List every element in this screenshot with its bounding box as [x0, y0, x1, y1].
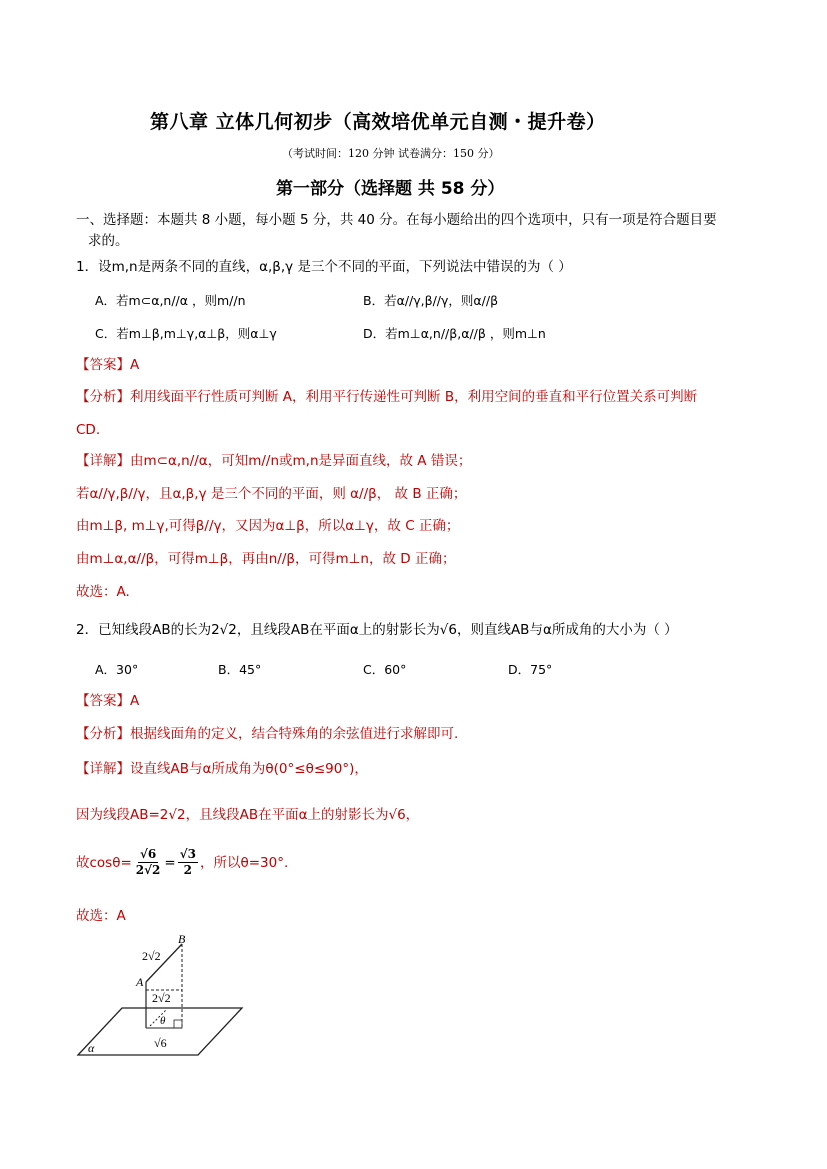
q1-option-a: A．若m⊂α,n//α ，则m//n [95, 293, 246, 308]
q2-detail-line-1 [76, 760, 368, 778]
part-title: 第一部分（选择题 共 58 分） [276, 179, 505, 199]
label-sqrt6: √6 [154, 1036, 167, 1050]
q2-equals: = [164, 854, 176, 871]
q1-analysis-line-2: CD. [76, 422, 101, 438]
instruction-line-2: 求的。 [88, 233, 129, 249]
q2-fraction-1-numerator: √6 [139, 847, 157, 861]
q2-detail-text-3a: 故cosθ= [76, 854, 132, 871]
q2-detail-text-1: 设直线AB与α所成角为θ(0°≤θ≤90°)， [130, 761, 368, 777]
q2-analysis [76, 725, 458, 743]
label-theta: θ [160, 1015, 166, 1027]
q1-detail-line-1 [76, 452, 471, 470]
right-angle-mark [174, 1020, 182, 1028]
q1-option-c: C．若m⊥β,m⊥γ,α⊥β，则α⊥γ [95, 326, 277, 341]
q1-choose: 故选：A. [76, 584, 130, 600]
q1-detail-line-2: 若α//γ,β//γ，且α,β,γ 是三个不同的平面，则 α//β， 故 B 正确； [76, 486, 467, 502]
q2-detail-line-3 [76, 847, 288, 878]
q2-detail-text-3b: ，所以θ=30°. [199, 854, 289, 871]
q2-answer: 【答案】A [76, 693, 140, 709]
q2-fraction-2-denominator: 2 [183, 863, 192, 877]
q1-stem: 1．设m,n是两条不同的直线，α,β,γ 是三个不同的平面，下列说法中错误的为（ ） [76, 259, 572, 275]
q2-fraction-2-numerator: √3 [179, 847, 196, 861]
q2-detail-line-2: 因为线段AB=2√2，且线段AB在平面α上的射影长为√6， [76, 807, 420, 823]
label-projection-length: 2√2 [152, 991, 171, 1005]
label-a: A [136, 975, 144, 989]
q2-analysis-text: 根据线面角的定义，结合特殊角的余弦值进行求解即可. [130, 726, 459, 742]
q1-analysis-text: 利用线面平行性质可判断 A，利用平行传递性可判断 B，利用空间的垂直和平行位置关系可判断 [130, 389, 698, 405]
q1-option-d: D．若m⊥α,n//β,α//β ，则m⊥n [363, 326, 546, 341]
q2-option-b: B．45° [218, 662, 262, 677]
q2-fraction-1-denominator: 2√2 [135, 863, 161, 877]
q2-option-a: A．30° [95, 662, 139, 677]
q1-detail-line-3: 由m⊥β, m⊥γ,可得β//γ，又因为α⊥β，所以α⊥γ，故 C 正确； [76, 518, 460, 534]
projection-figure [70, 930, 250, 1060]
q2-detail-tag: 【详解】 [76, 761, 130, 777]
page-title: 第八章 立体几何初步（高效培优单元自测・提升卷） [150, 111, 606, 133]
q1-analysis-line-1 [76, 388, 697, 406]
instruction-line-1: 一、选择题：本题共 8 小题，每小题 5 分，共 40 分。在每小题给出的四个选项中，只有一项是符合题目要 [76, 212, 717, 228]
q2-choose: 故选：A [76, 908, 126, 924]
q2-fraction-2 [178, 847, 198, 878]
q1-detail-text-1: 由m⊂α,n//α，可知m//n或m,n是异面直线，故 A 错误； [130, 453, 472, 469]
label-ab-length: 2√2 [142, 949, 161, 963]
q2-option-d: D．75° [508, 662, 553, 677]
label-alpha: α [88, 1041, 95, 1055]
q2-stem: 2．已知线段AB的长为2√2，且线段AB在平面α上的射影长为√6，则直线AB与α所成角的大小为（ ） [76, 622, 678, 638]
q1-analysis-tag: 【分析】 [76, 389, 130, 405]
q2-option-c: C．60° [363, 662, 407, 677]
q2-fraction-1 [134, 847, 163, 878]
q1-answer: 【答案】A [76, 357, 140, 373]
label-b: B [178, 932, 186, 946]
q1-detail-line-4: 由m⊥α,α//β，可得m⊥β，再由n//β，可得m⊥n，故 D 正确； [76, 551, 456, 567]
q1-detail-tag: 【详解】 [76, 453, 130, 469]
q2-analysis-tag: 【分析】 [76, 726, 130, 742]
exam-info: （考试时间：120 分钟 试卷满分：150 分） [282, 147, 500, 160]
q1-option-b: B．若α//γ,β//γ，则α//β [363, 293, 499, 308]
